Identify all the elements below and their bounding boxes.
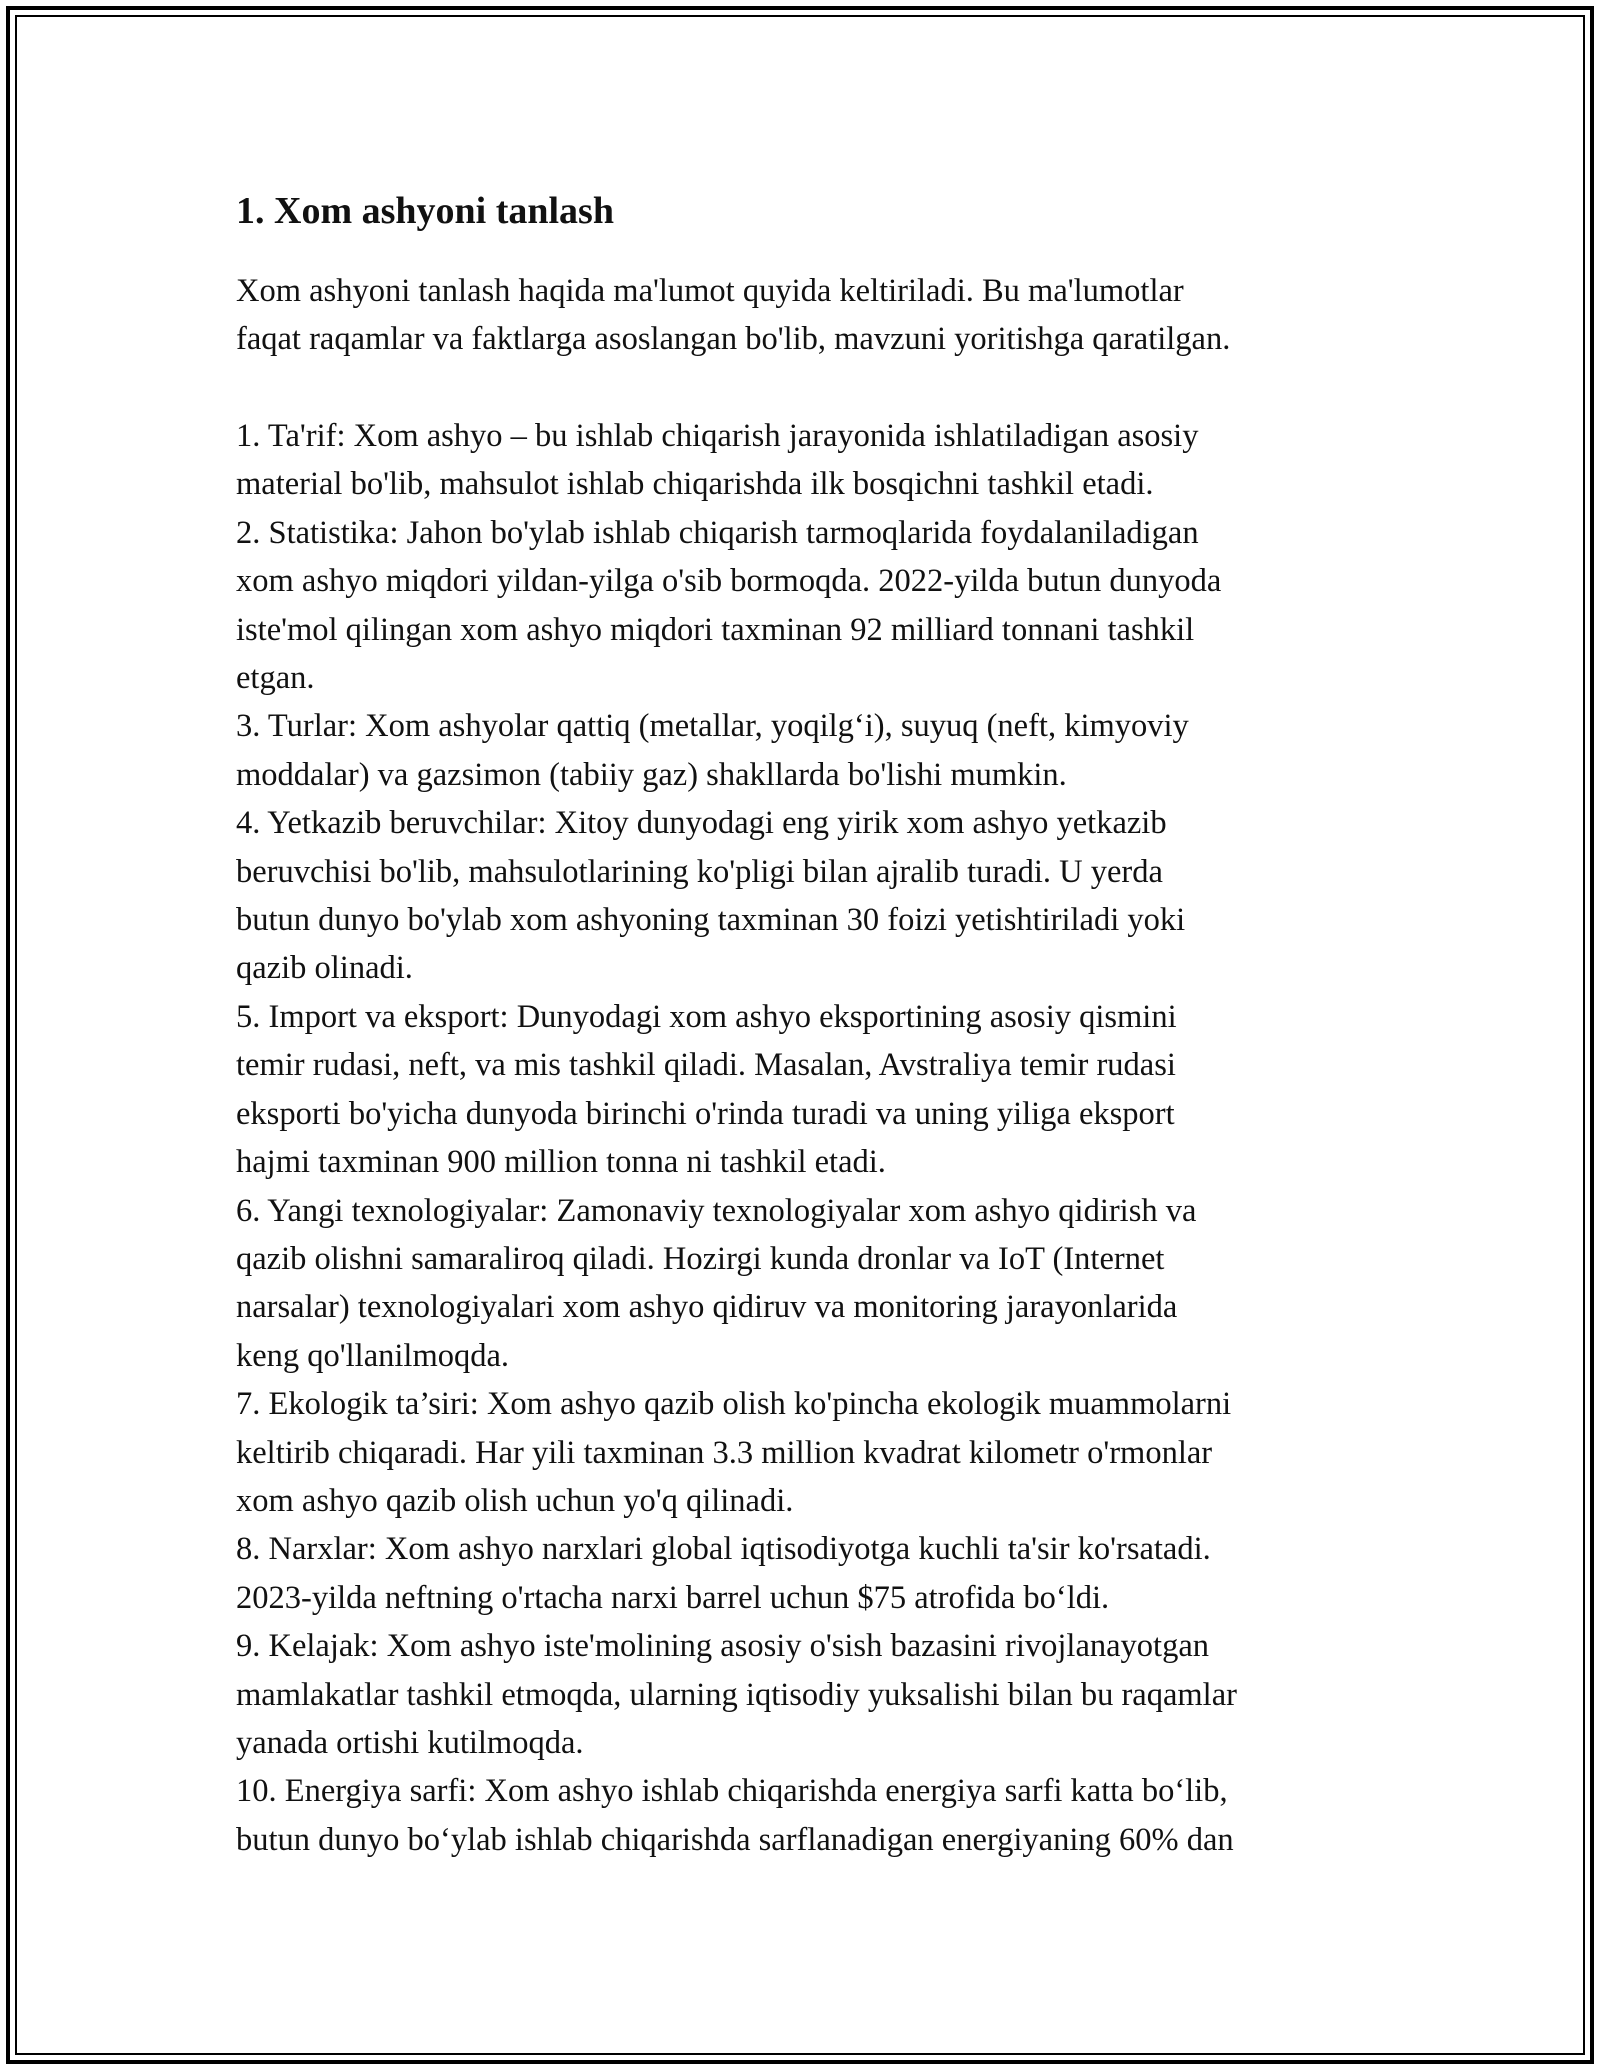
list-line: 2023-yilda neftning o'rtacha narxi barrel uchun $75 atrofida bo‘ldi. bbox=[236, 1579, 1110, 1616]
list-line: keltirib chiqaradi. Har yili taxminan 3.3 million kvadrat kilometr o'rmonlar bbox=[236, 1434, 1213, 1471]
list-line: 10. Energiya sarfi: Xom ashyo ishlab chiqarishda energiya sarfi katta bo‘lib, bbox=[236, 1773, 1228, 1810]
list-line: 1. Ta'rif: Xom ashyo – bu ishlab chiqarish jarayonida ishlatiladigan asosiy bbox=[236, 418, 1199, 454]
list-line: 3. Turlar: Xom ashyolar qattiq (metallar, yoqilg‘i), suyuq (neft, kimyoviy bbox=[236, 708, 1189, 745]
list-line: material bo'lib, mahsulot ishlab chiqarishda ilk bosqichni tashkil etadi. bbox=[236, 466, 1154, 503]
list-line: keng qo'llanilmoqda. bbox=[236, 1337, 510, 1374]
list-line: 2. Statistika: Jahon bo'ylab ishlab chiqarish tarmoqlarida foydalaniladigan bbox=[236, 514, 1199, 551]
list-line: temir rudasi, neft, va mis tashkil qiladi. Masalan, Avstraliya temir rudasi bbox=[236, 1047, 1176, 1084]
list-line: butun dunyo bo'ylab xom ashyoning taxminan 30 foizi yetishtiriladi yoki bbox=[236, 902, 1186, 939]
list-line: qazib olishni samaraliroq qiladi. Hozirgi kunda dronlar va IoT (Internet bbox=[236, 1240, 1165, 1277]
list-line: 8. Narxlar: Xom ashyo narxlari global iqtisodiyotga kuchli ta'sir ko'rsatadi. bbox=[236, 1531, 1211, 1568]
list-line: moddalar) va gazsimon (tabiiy gaz) shakllarda bo'lishi mumkin. bbox=[236, 756, 1067, 793]
list-line: 4. Yetkazib beruvchilar: Xitoy dunyodagi eng yirik xom ashyo yetkazib bbox=[236, 805, 1167, 842]
list-line: 5. Import va eksport: Dunyodagi xom ashyo eksportining asosiy qismini bbox=[236, 998, 1177, 1035]
list-line: narsalar) texnologiyalari xom ashyo qidiruv va monitoring jarayonlarida bbox=[236, 1289, 1178, 1326]
list-line: xom ashyo qazib olish uchun yo'q qilinadi. bbox=[236, 1482, 794, 1519]
list-line: iste'mol qilingan xom ashyo miqdori taxminan 92 milliard tonnani tashkil bbox=[236, 611, 1195, 648]
list-line: 9. Kelajak: Xom ashyo iste'molining asosiy o'sish bazasini rivojlanayotgan bbox=[236, 1628, 1210, 1665]
intro-paragraph bbox=[236, 267, 1396, 364]
list-line: beruvchisi bo'lib, mahsulotlarining ko'pligi bilan ajralib turadi. U yerda bbox=[236, 853, 1163, 890]
list-line: mamlakatlar tashkil etmoqda, ularning iqtisodiy yuksalishi bilan bu raqamlar bbox=[236, 1676, 1237, 1713]
section-heading: 1. Xom ashyoni tanlash bbox=[236, 190, 614, 232]
list-line: 7. Ekologik ta’siri: Xom ashyo qazib olish ko'pincha ekologik muammolarni bbox=[236, 1386, 1232, 1423]
intro-line: faqat raqamlar va faktlarga asoslangan bo'lib, mavzuni yoritishga qaratilgan. bbox=[236, 321, 1231, 358]
numbered-list bbox=[236, 412, 1396, 1864]
list-line: yanada ortishi kutilmoqda. bbox=[236, 1724, 584, 1761]
intro-line: Xom ashyoni tanlash haqida ma'lumot quyida keltiriladi. Bu ma'lumotlar bbox=[236, 273, 1184, 309]
list-line: qazib olinadi. bbox=[236, 950, 413, 987]
list-line: eksporti bo'yicha dunyoda birinchi o'rinda turadi va uning yiliga eksport bbox=[236, 1095, 1175, 1132]
list-line: butun dunyo bo‘ylab ishlab chiqarishda sarflanadigan energiyaning 60% dan bbox=[236, 1821, 1234, 1858]
list-line: etgan. bbox=[236, 660, 315, 697]
list-line: 6. Yangi texnologiyalar: Zamonaviy texnologiyalar xom ashyo qidirish va bbox=[236, 1192, 1197, 1229]
list-line: xom ashyo miqdori yildan-yilga o'sib bormoqda. 2022-yilda butun dunyoda bbox=[236, 563, 1222, 600]
list-line: hajmi taxminan 900 million tonna ni tashkil etadi. bbox=[236, 1144, 886, 1181]
